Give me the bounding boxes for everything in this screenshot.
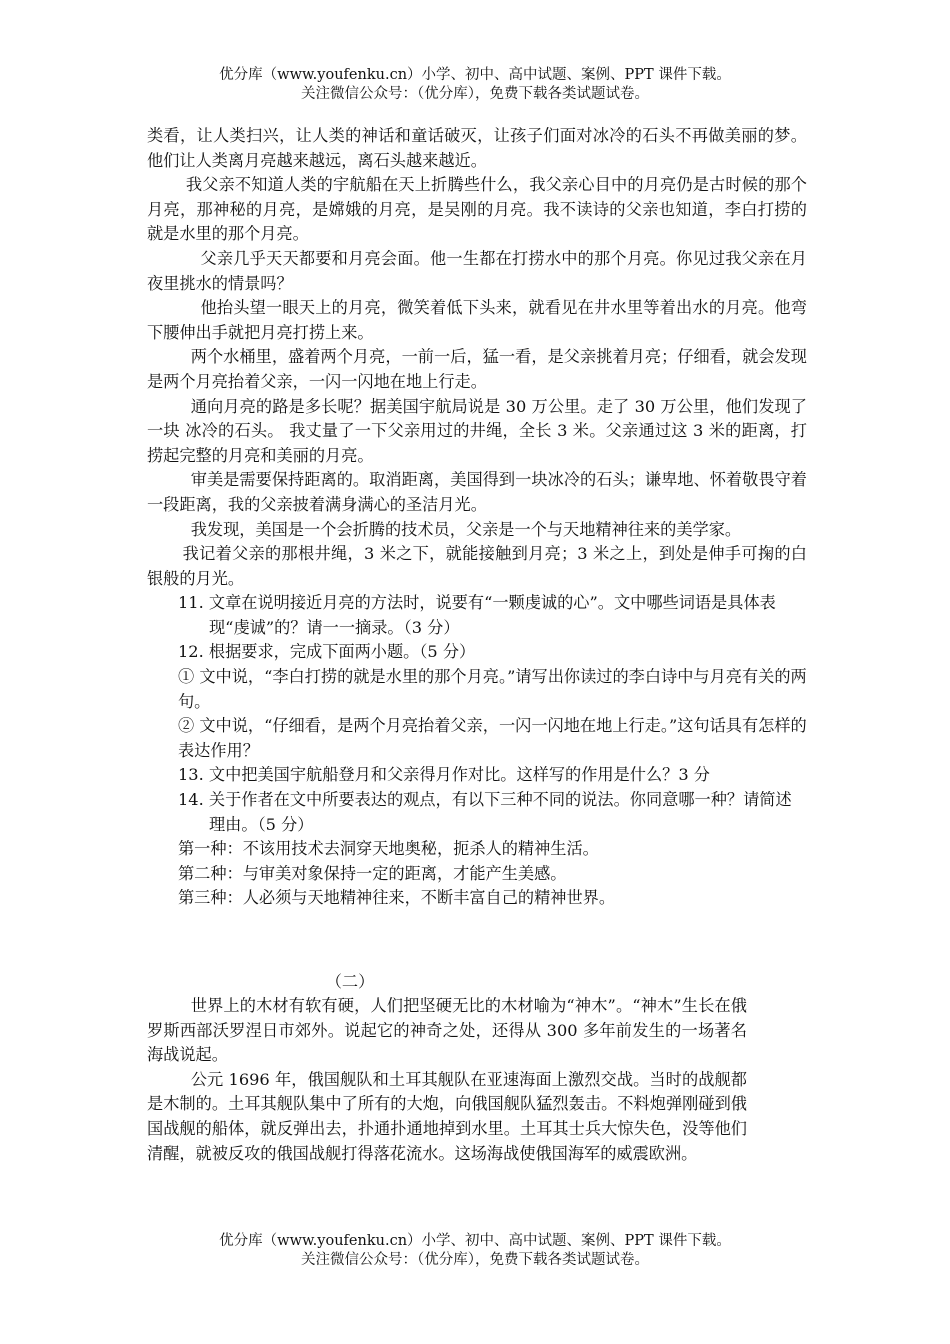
paragraph: 我父亲不知道人类的宇航船在天上折腾些什么，我父亲心目中的月亮仍是古时候的那个月亮，那神秘的月亮，是嫦娥的月亮，是吴刚的月亮。我不读诗的父亲也知道，李白打捞的就是水里的那个月亮。 [147,175,807,244]
option-3: 第三种：人必须与天地精神往来，不断丰富自己的精神世界。 [178,888,616,908]
passage-two [147,994,747,1166]
footer-line-1: 优分库（www.youfenku.cn）小学、初中、高中试题、案例、PPT 课件下载。 [219,1233,731,1249]
header-line-1: 优分库（www.youfenku.cn）小学、初中、高中试题、案例、PPT 课件下载。 [219,67,731,83]
paragraph: 审美是需要保持距离的。取消距离，美国得到一块冰冷的石头；谦卑地、怀着敬畏守着一段距离，我的父亲披着满身满心的圣洁月光。 [147,470,807,514]
paragraph: 通向月亮的路是多长呢？据美国宇航局说是 30 万公里。走了 30 万公里，他们发现了一块 冰冷的石头。 我丈量了一下父亲用过的井绳，全长 3 米。父亲通过这 3 米的距离，打捞起完整的月亮和美丽的月亮。 [147,396,807,465]
page-header [0,66,950,104]
question-12: 12. 根据要求，完成下面两小题。（5 分） [178,642,476,662]
paragraph: 父亲几乎天天都要和月亮会面。他一生都在打捞水中的那个月亮。你见过我父亲在月夜里挑水的情景吗？ [147,248,807,293]
footer-line-2: 关注微信公众号：（优分库），免费下载各类试题试卷。 [301,1252,649,1268]
paragraph: 我发现，美国是一个会折腾的技术员，父亲是一个与天地精神往来的美学家。 [190,519,742,539]
question-13: 13. 文中把美国宇航船登月和父亲得月作对比。这样写的作用是什么？3 分 [178,765,710,785]
section-two-title: （二） [325,972,375,991]
paragraph: 他抬头望一眼天上的月亮，微笑着低下头来，就看见在井水里等着出水的月亮。他弯下腰伸出手就把月亮打捞上来。 [147,298,807,342]
passage-one [147,124,807,911]
option-1: 第一种：不该用技术去洞穿天地奥秘，扼杀人的精神生活。 [178,839,599,859]
option-2: 第二种：与审美对象保持一定的距离，才能产生美感。 [178,863,567,883]
header-line-2: 关注微信公众号：（优分库），免费下载各类试题试卷。 [301,86,649,102]
paragraph: 世界上的木材有软有硬，人们把坚硬无比的木材喻为“神木”。“神木”生长在俄罗斯西部沃罗涅日市郊外。说起它的神奇之处，还得从 300 多年前发生的一场著名海战说起。 [147,996,747,1065]
question-12-part-2: ② 文中说，“仔细看，是两个月亮抬着父亲，一闪一闪地在地上行走。”这句话具有怎样的表达作用？ [178,716,807,760]
paragraph: 两个水桶里，盛着两个月亮，一前一后，猛一看，是父亲挑着月亮；仔细看，就会发现是两个月亮抬着父亲，一闪一闪地在地上行走。 [147,347,807,391]
question-11: 11. 文章在说明接近月亮的方法时，说要有“一颗虔诚的心”。文中哪些词语是具体表现“虔诚”的？请一一摘录。（3 分） [178,593,776,637]
question-14: 14. 关于作者在文中所要表达的观点，有以下三种不同的说法。你同意哪一种？请简述理由。（5 分） [178,790,792,834]
paragraph: 公元 1696 年，俄国舰队和土耳其舰队在亚速海面上激烈交战。当时的战舰都是木制的。土耳其舰队集中了所有的大炮，向俄国舰队猛烈轰击。不料炮弹刚碰到俄国战舰的船体，就反弹出去，扑通扑通地掉到水里。土耳其士兵大惊失色，没等他们清醒，就被反攻的俄国战舰打得落花流水。这场海战使俄国海军的威震欧洲。 [147,1069,747,1163]
paragraph: 我记着父亲的那根井绳，3 米之下，就能接触到月亮；3 米之上，到处是伸手可掬的白银般的月光。 [147,544,807,588]
paragraph: 类看，让人类扫兴，让人类的神话和童话破灭，让孩子们面对冰冷的石头不再做美丽的梦。他们让人类离月亮越来越远，离石头越来越近。 [147,126,807,170]
question-12-part-1: ① 文中说，“李白打捞的就是水里的那个月亮。”请写出你读过的李白诗中与月亮有关的两句。 [178,667,807,711]
question-list [147,591,807,911]
page-footer [0,1232,950,1270]
